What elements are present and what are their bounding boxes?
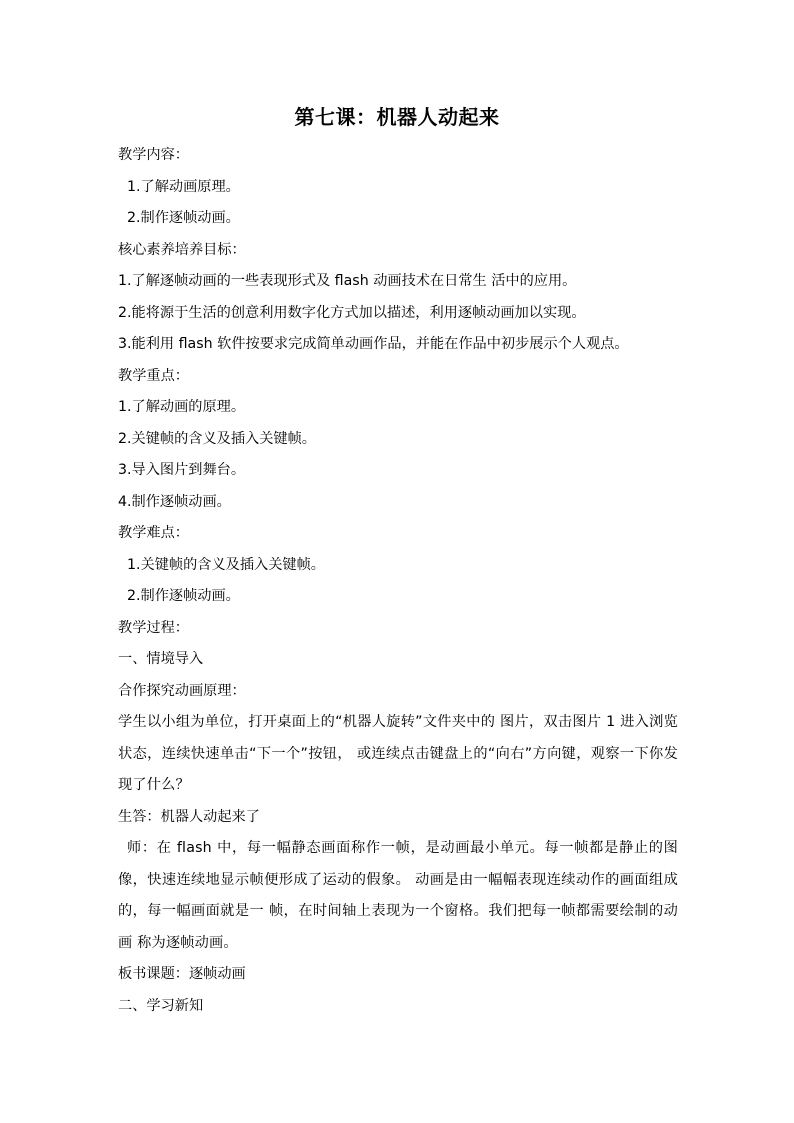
process-step-1: 一、情境导入 — [118, 651, 204, 667]
section-heading-process: 教学过程： — [118, 619, 189, 636]
content-item-1: 1.了解动画原理。 — [127, 178, 240, 195]
goal-item-2: 2.能将源于生活的创意利用数字化方式加以描述，利用逐帧动画加以实现。 — [118, 304, 586, 321]
document-body — [118, 140, 678, 1022]
key-point-1: 1.了解动画的原理。 — [118, 399, 246, 415]
goal-item-1: 1.了解逐帧动画的一些表现形式及 flash 动画技术在日常生 活中的应用。 — [118, 273, 577, 289]
section-heading-content: 教学内容： — [118, 147, 189, 163]
section-heading-difficulties: 教学难点： — [118, 525, 189, 541]
key-point-3: 3.导入图片到舞台。 — [118, 462, 246, 478]
key-point-4: 4.制作逐帧动画。 — [118, 493, 231, 510]
difficulty-item-1: 1.关键帧的含义及插入关键帧。 — [127, 556, 325, 573]
section-heading-goals: 核心素养培养目标： — [118, 241, 246, 258]
content-item-2: 2.制作逐帧动画。 — [127, 210, 240, 226]
process-subheading: 合作探究动画原理： — [118, 682, 246, 699]
section-heading-key-points: 教学重点： — [118, 367, 189, 384]
document-title: 第七课：机器人动起来 — [294, 105, 500, 129]
process-paragraph-1: 学生以小组为单位，打开桌面上的“机器人旋转”文件夹中的 图片，双击图片 1 进入浏览状态，连续快速单击“下一个”按钮， 或连续点击键盘上的“向右”方向键，观察一下你发现了什么？ — [118, 714, 678, 793]
key-point-2: 2.关键帧的含义及插入关键帧。 — [118, 430, 316, 447]
process-step-2: 二、学习新知 — [118, 997, 204, 1014]
board-title: 板书课题：逐帧动画 — [118, 966, 246, 982]
goal-item-3: 3.能利用 flash 软件按要求完成简单动画作品，并能在作品中初步展示个人观点。 — [118, 336, 629, 352]
student-answer: 生答：机器人动起来了 — [118, 808, 260, 825]
teacher-paragraph: 师：在 flash 中，每一幅静态画面称作一帧，是动画最小单元。每一帧都是静止的图像，快速连续地显示帧便形成了运动的假象。 动画是由一幅幅表现连续动作的画面组成的，每一幅画面就是一 帧，在时间轴上表现为一个窗格。我们把每一帧都需要绘制的动画 称为逐帧动画。 — [118, 840, 678, 951]
difficulty-item-2: 2.制作逐帧动画。 — [127, 588, 240, 604]
